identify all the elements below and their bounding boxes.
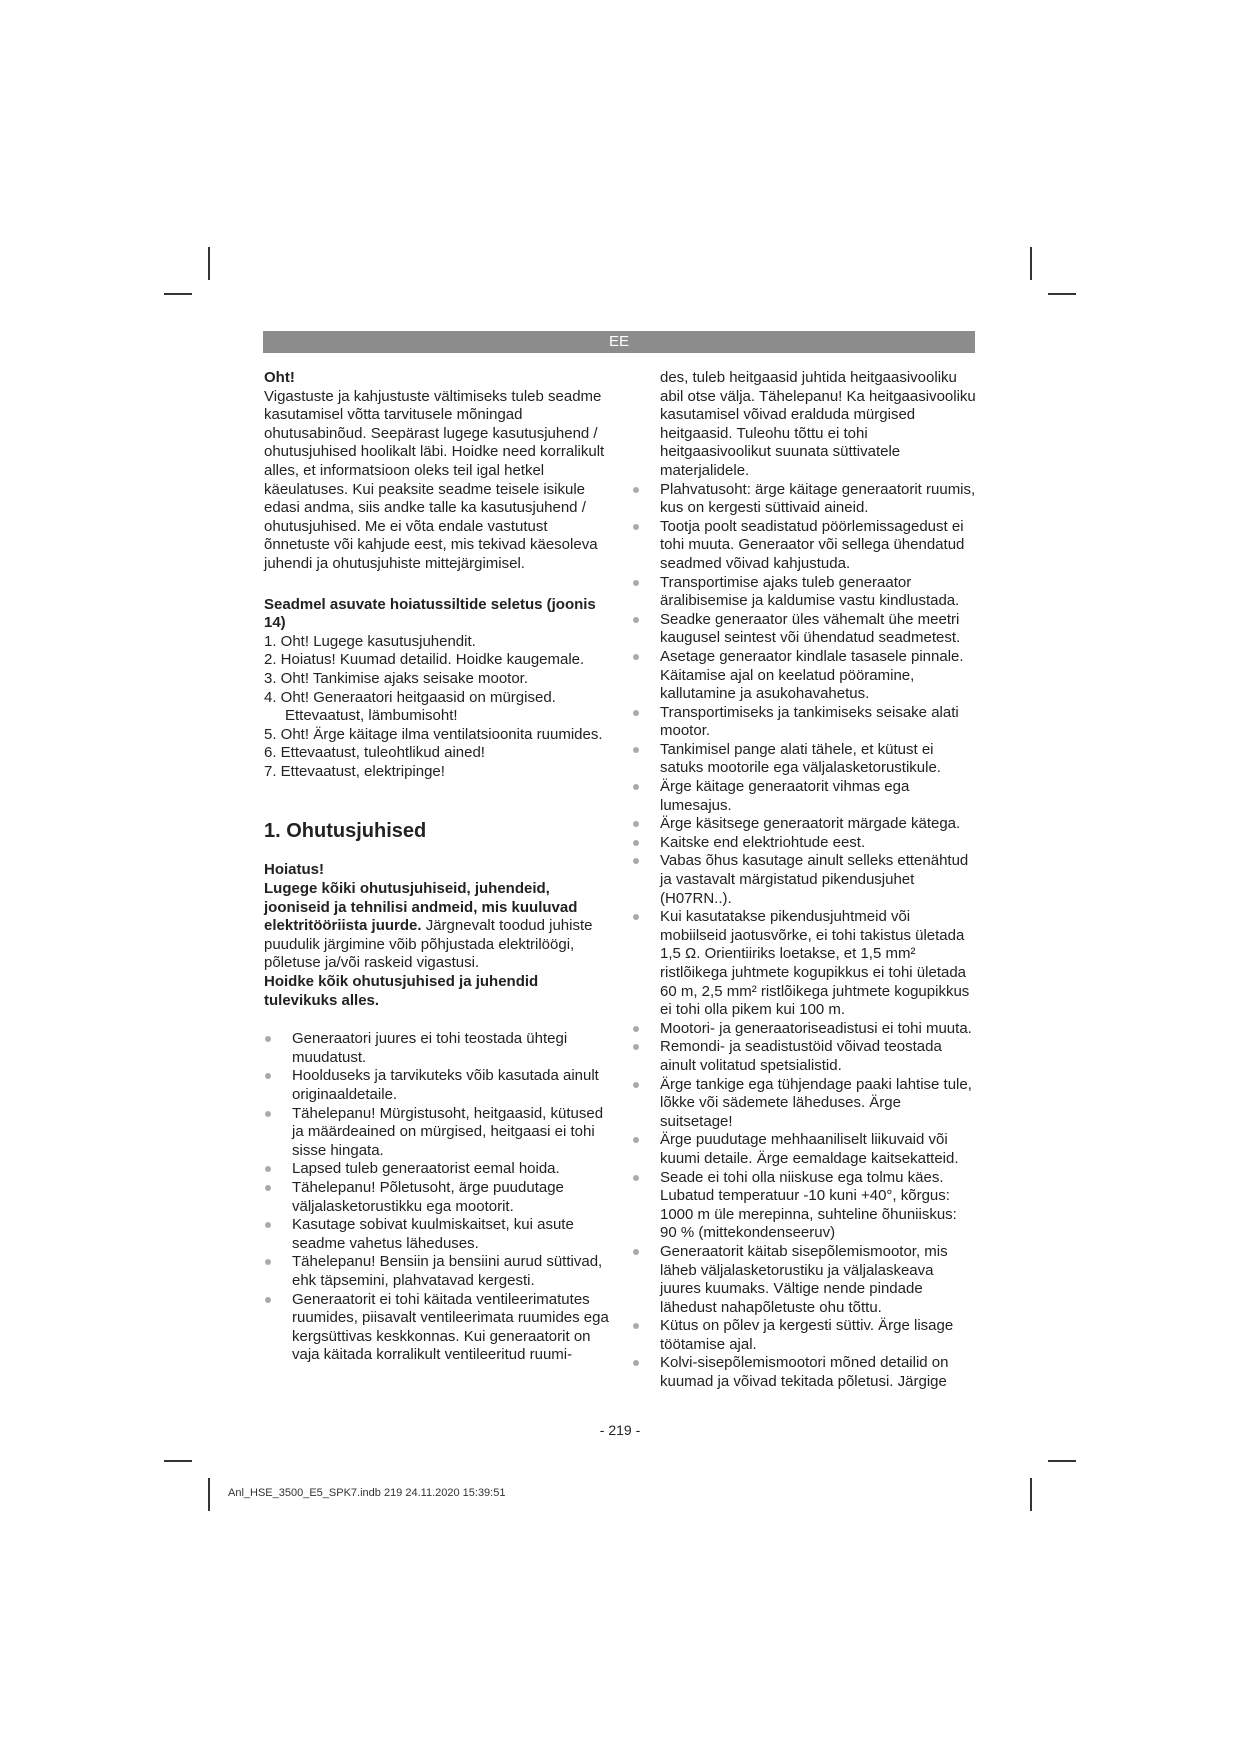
bullet-icon — [633, 1044, 639, 1050]
bullet-icon — [633, 784, 639, 790]
list-item: 3. Oht! Tankimise ajaks seisake mootor. — [264, 669, 529, 687]
crop-mark — [1048, 1460, 1076, 1462]
crop-mark — [1048, 293, 1076, 295]
list-item: Ärge tankige ega tühjendage paaki lahtise tule, lõkke või sädemete läheduses. Ärge suitsetage! — [632, 1076, 977, 1132]
list-item: Remondi- ja seadistustöid võivad teostada ainult volitatud spetsialistid. — [632, 1038, 977, 1075]
section-title: 1. Ohutusjuhised — [264, 820, 427, 843]
bullet-icon — [633, 710, 639, 716]
caution-paragraph — [264, 880, 614, 973]
bullet-icon — [265, 1222, 271, 1228]
bullet-icon — [633, 1026, 639, 1032]
print-footer: Anl_HSE_3500_E5_SPK7.indb 219 24.11.2020 15:39:51 — [228, 1487, 506, 1499]
crop-mark — [208, 1478, 210, 1511]
warning-text: Vigastuste ja kahjustuste vältimiseks tuleb seadme kasutamisel võtta tarvitusele mõningad ohutusabinõud. Seepärast lugege kasutusjuhend / ohutusjuhised hoolikalt läbi. Hoidke need korralikult alles, et informatsioon oleks teil igal hetkel käeulatuses. Kui peaksite seadme teisele isikule edasi andma, siis andke talle ka kasutusjuhend / ohutusjuhised. Me ei võta endale vastutust õnnetuste või kahjude eest, mis tekivad käesoleva juhendi ja ohutusjuhiste mittejärgimisel. — [264, 387, 605, 572]
list-item: Vabas õhus kasutage ainult selleks ettenähtud ja vastavalt märgistatud pikendusjuhet (H07RN..). — [632, 852, 977, 908]
bullet-icon — [265, 1297, 271, 1303]
list-item: Seade ei tohi olla niiskuse ega tolmu käes. Lubatud temperatuur -10 kuni +40°, kõrgus: 1000 m üle merepinna, suhteline õhuniiskus: 90 % (mittekondenseeruv) — [632, 1169, 977, 1243]
caution-bold: Lugege kõiki ohutusjuhiseid, juhendeid, jooniseid ja tehnilisi andmeid, mis kuuluvad elektritööriista juurde. — [264, 880, 578, 935]
bullet-icon — [633, 580, 639, 586]
list-item: Hoolduseks ja tarvikuteks võib kasutada ainult originaaldetaile. — [264, 1067, 614, 1104]
bullet-icon — [265, 1111, 271, 1117]
list-item: 7. Ettevaatust, elektripinge! — [264, 762, 445, 780]
list-item: Kaitske end elektriohtude eest. — [632, 834, 977, 853]
list-item: Lapsed tuleb generaatorist eemal hoida. — [264, 1160, 614, 1179]
bullet-icon — [633, 914, 639, 920]
list-item: Ärge käitage generaatorit vihmas ega lumesajus. — [632, 778, 977, 815]
page-number: - 219 - — [599, 1422, 641, 1438]
bullet-icon — [633, 1175, 639, 1181]
crop-mark — [164, 1460, 192, 1462]
list-item: 5. Oht! Ärge käitage ilma ventilatsioonita ruumides. — [264, 725, 603, 743]
list-item: Generaatori juures ei tohi teostada ühtegi muudatust. — [264, 1030, 614, 1067]
bullet-icon — [633, 524, 639, 530]
list-item: Generaatorit käitab sisepõlemismootor, mis läheb väljalasketorustiku ja väljalaskeava juures kuumaks. Vältige nende pindade lähedust nahapõletuste ohu tõttu. — [632, 1243, 977, 1317]
list-item: 6. Ettevaatust, tuleohtlikud ained! — [264, 744, 485, 762]
list-item: Kütus on põlev ja kergesti süttiv. Ärge lisage töötamise ajal. — [632, 1317, 977, 1354]
list-item: Transportimise ajaks tuleb generaator äralibisemise ja kaldumise vastu kindlustada. — [632, 574, 977, 611]
language-header-bar: EE — [263, 331, 975, 353]
bullet-icon — [633, 858, 639, 864]
list-item: Tähelepanu! Mürgistusoht, heitgaasid, kütused ja määrdeained on mürgised, heitgaasi ei tohi sisse hingata. — [264, 1105, 614, 1161]
bullet-icon — [633, 821, 639, 827]
list-item: Tootja poolt seadistatud pöörlemissagedust ei tohi muuta. Generaator või sellega ühendatud seadmed võivad kahjustuda. — [632, 518, 977, 574]
bullet-icon — [633, 1137, 639, 1143]
list-item: Mootori- ja generaatoriseadistusi ei tohi muuta. — [632, 1020, 977, 1039]
bullet-icon — [633, 1360, 639, 1366]
list-item: Ärge käsitsege generaatorit märgade kätega. — [632, 815, 977, 834]
list-item: Generaatorit ei tohi käitada ventileerimatutes ruumides, piisavalt ventileerimata ruumides ega kergsüttivas keskkonnas. Kui generaatorit on vaja käitada korralikult ventileeritud ruumi- — [264, 1291, 614, 1365]
caution-title: Hoiatus! — [264, 861, 324, 879]
bullet-icon — [633, 1082, 639, 1088]
crop-mark — [1030, 1478, 1032, 1511]
keep-instructions: Hoidke kõik ohutusjuhised ja juhendid tulevikuks alles. — [264, 973, 539, 1009]
warning-title: Oht! — [264, 369, 295, 386]
bullet-icon — [633, 840, 639, 846]
signs-list — [264, 633, 614, 782]
bullet-icon — [265, 1073, 271, 1079]
list-item: Plahvatusoht: ärge käitage generaatorit ruumis, kus on kergesti süttivaid aineid. — [632, 481, 977, 518]
bullet-icon — [265, 1185, 271, 1191]
list-item: Kolvi-sisepõlemismootori mõned detailid on kuumad ja võivad tekitada põletusi. Järgige — [632, 1354, 977, 1391]
bullet-icon — [633, 1249, 639, 1255]
continuation-text: des, tuleb heitgaasid juhtida heitgaasivooliku abil otse välja. Tähelepanu! Ka heitgaasivooliku kasutamisel võivad eralduda mürgised heitgaasid. Tuleohu tõttu ei tohi heitgaasivoolikut suunata süttivatele materjalidele. — [660, 369, 976, 479]
safety-list-left — [264, 1030, 614, 1365]
left-column — [264, 369, 614, 1365]
crop-mark — [208, 247, 210, 280]
list-item: Kasutage sobivat kuulmiskaitset, kui asute seadme vahetus läheduses. — [264, 1216, 614, 1253]
bullet-icon — [633, 1323, 639, 1329]
list-item: Tähelepanu! Põletusoht, ärge puudutage väljalasketorustikku ega mootorit. — [264, 1179, 614, 1216]
bullet-icon — [265, 1036, 271, 1042]
right-column — [632, 369, 977, 1392]
list-item: Transportimiseks ja tankimiseks seisake alati mootor. — [632, 704, 977, 741]
list-item: Asetage generaator kindlale tasasele pinnale. Käitamise ajal on keelatud pööramine, kallutamine ja asukohavahetus. — [632, 648, 977, 704]
list-item: Tankimisel pange alati tähele, et kütust ei satuks mootorile ega väljalasketorustikule. — [632, 741, 977, 778]
list-item: 1. Oht! Lugege kasutusjuhendit. — [264, 632, 476, 650]
caution-text: Järgnevalt toodud juhiste puudulik järgimine võib põhjustada elektrilöögi, põletuse ja/või raskeid vigastusi. — [264, 917, 593, 972]
bullet-icon — [265, 1259, 271, 1265]
bullet-icon — [633, 617, 639, 623]
bullet-icon — [633, 747, 639, 753]
crop-mark — [1030, 247, 1032, 280]
list-item: Seadke generaator üles vähemalt ühe meetri kaugusel seintest või ühendatud seadmetest. — [632, 611, 977, 648]
list-item: 2. Hoiatus! Kuumad detailid. Hoidke kaugemale. — [264, 651, 585, 669]
list-item: Ärge puudutage mehhaaniliselt liikuvaid või kuumi detaile. Ärge eemaldage kaitsekatteid. — [632, 1131, 977, 1168]
signs-heading: Seadmel asuvate hoiatussiltide seletus (joonis 14) — [264, 595, 596, 632]
bullet-icon — [633, 487, 639, 493]
bullet-icon — [265, 1166, 271, 1172]
list-item: Tähelepanu! Bensiin ja bensiini aurud süttivad, ehk täpsemini, plahvatavad kergesti. — [264, 1253, 614, 1290]
list-item: 4. Oht! Generaatori heitgaasid on mürgised. Ettevaatust, lämbumisoht! — [264, 688, 556, 725]
crop-mark — [164, 293, 192, 295]
list-item: Kui kasutatakse pikendusjuhtmeid või mobiilseid jaotusvõrke, ei tohi takistus ületada 1,5 Ω. Orientiiriks loetakse, et 1,5 mm² ristlõikega juhtmete kogupikkus ei tohi ületada 60 m, 2,5 mm² ristlõikega juhtmete kogupikkus ei tohi olla pikem kui 100 m. — [632, 908, 977, 1020]
bullet-icon — [633, 654, 639, 660]
safety-list-right — [632, 481, 977, 1392]
